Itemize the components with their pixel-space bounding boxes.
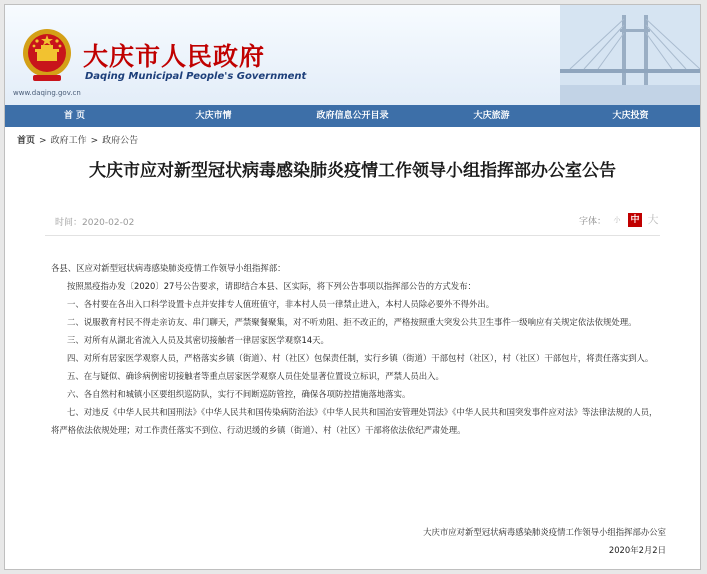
- breadcrumb-home-link[interactable]: 首页: [17, 136, 36, 146]
- national-emblem-icon: [21, 27, 73, 85]
- salutation: 各县、区应对新型冠状病毒感染肺炎疫情工作领导小组指挥部：: [51, 263, 286, 273]
- nav-item-investment[interactable]: 大庆投资: [612, 111, 649, 121]
- font-size-large-button[interactable]: 大: [647, 213, 659, 226]
- nav-item-home[interactable]: 首 页: [63, 111, 86, 121]
- signature-date: 2020年2月2日: [608, 545, 666, 555]
- font-size-switcher: [579, 213, 660, 227]
- breadcrumb: [17, 133, 138, 146]
- notice-item: 六、各自然村和城镇小区要组织巡防队，实行不间断巡防管控，确保各项防控措施落地落实。: [67, 389, 411, 399]
- site-url[interactable]: www.daqing.gov.cn: [13, 89, 81, 97]
- notice-item: 二、说服教育村民不得走亲访友、串门聊天，严禁聚餐聚集，对不听劝阻、拒不改正的，严格按照重大突发公共卫生事件一级响应有关规定依法依规处理。: [67, 317, 637, 327]
- main-nav: [5, 105, 700, 127]
- site-subtitle: Daqing Municipal People's Government: [85, 71, 307, 82]
- font-size-medium-button[interactable]: 中: [628, 213, 642, 227]
- article-meta: [45, 211, 660, 236]
- font-size-label: 字体：: [578, 216, 606, 227]
- nav-item-gov-info-catalog[interactable]: 政府信息公开目录: [316, 111, 389, 121]
- bridge-banner-image: [560, 5, 700, 105]
- breadcrumb-separator: >: [90, 136, 99, 146]
- site-title: 大庆市人民政府: [83, 42, 266, 71]
- article-title: 大庆市应对新型冠状病毒感染肺炎疫情工作领导小组指挥部办公室公告: [89, 161, 616, 181]
- notice-item: 七、对违反《中华人民共和国刑法》《中华人民共和国传染病防治法》《中华人民共和国治安管理处罚法》《中华人民共和国突发事件应对法》等法律法规的人员，将严格依法依规处理；对工作责任落实不到位、行动迟缓的乡镇（街道）、村（社区）干部将依法依纪严肃处理。: [51, 407, 658, 435]
- signature-org: 大庆市应对新型冠状病毒感染肺炎疫情工作领导小组指挥部办公室: [423, 527, 666, 537]
- page-frame: [4, 4, 701, 570]
- breadcrumb-gov-work-link[interactable]: 政府工作: [50, 136, 87, 146]
- article-body: [51, 259, 659, 439]
- notice-item: 五、在与疑似、确诊病例密切接触者等重点居家医学观察人员住处显著位置设立标识，严禁人员出入。: [67, 371, 444, 381]
- font-size-small-button[interactable]: 小: [613, 216, 621, 224]
- breadcrumb-separator: >: [39, 136, 47, 146]
- intro-paragraph: 按照黑疫指办发〔2020〕27号公告要求，请即结合本县、区实际，将下列公告事项以指挥部公告的方式发布：: [67, 281, 476, 291]
- article-signature: [423, 523, 666, 559]
- nav-item-tourism[interactable]: 大庆旅游: [473, 111, 510, 121]
- nav-item-city-info[interactable]: 大庆市情: [195, 111, 232, 121]
- notice-item: 三、对所有从湖北省流入人员及其密切接触者一律居家医学观察14天。: [67, 335, 329, 345]
- site-header: [5, 5, 700, 105]
- breadcrumb-announcements-link[interactable]: 政府公告: [102, 136, 139, 146]
- notice-item: 四、对所有居家医学观察人员，严格落实乡镇（街道）、村（社区）包保责任制，实行乡镇（街道）干部包村（社区），村（社区）干部包片，将责任落实到人。: [67, 353, 654, 363]
- notice-item: 一、各村要在各出入口科学设置卡点并安排专人值班值守，非本村人员一律禁止进入，本村人员除必要外不得外出。: [67, 299, 495, 309]
- publish-date: 时间：2020-02-02: [55, 218, 135, 228]
